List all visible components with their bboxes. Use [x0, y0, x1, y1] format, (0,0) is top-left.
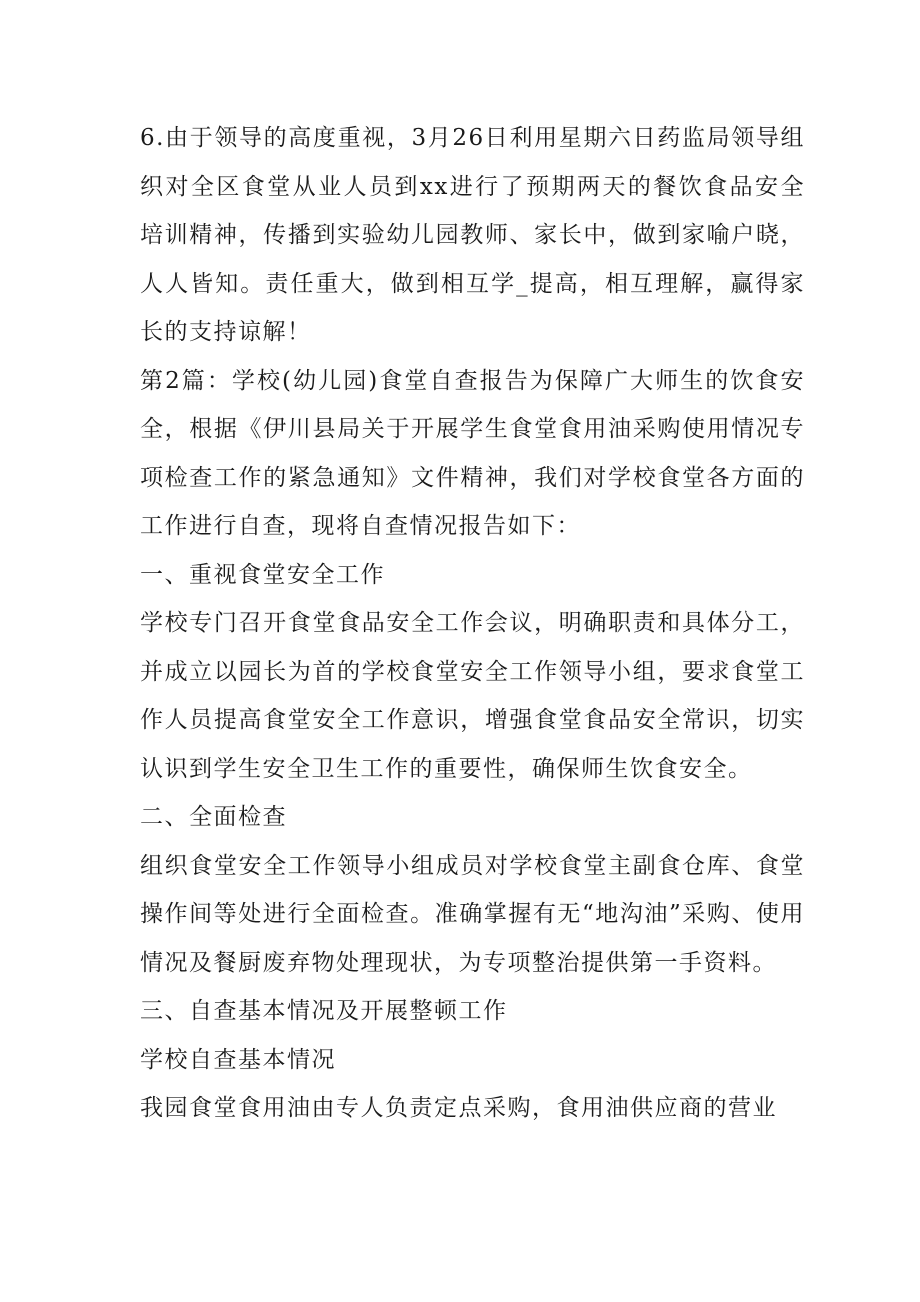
paragraph-training: 6.由于领导的高度重视，3月26日利用星期六日药监局领导组织对全区食堂从业人员到xx进行了预期两天的餐饮食品安全培训精神，传播到实验幼儿园教师、家长中，做到家喻户晓，人人皆知。责任重大，做到相互学_提高，相互理解，赢得家长的支持谅解！ [140, 125, 805, 345]
paragraph-oil-purchase: 我园食堂食用油由专人负责定点采购，食用油供应商的营业 [140, 1095, 777, 1121]
section-heading-2: 二、全面检查 [140, 804, 287, 830]
section-heading-3: 三、自查基本情况及开展整顿工作 [140, 998, 508, 1024]
paragraph-inspection: 组织食堂安全工作领导小组成员对学校食堂主副食仓库、食堂操作间等处进行全面检查。准确掌握有无“地沟油”采购、使用情况及餐厨废弃物处理现状，为专项整治提供第一手资料。 [140, 852, 805, 976]
paragraph-safety-meeting: 学校专门召开食堂食品安全工作会议，明确职责和具体分工，并成立以园长为首的学校食堂安全工作领导小组，要求食堂工作人员提高食堂安全工作意识，增强食堂食品安全常识，切实认识到学生安全卫生工作的重要性，确保师生饮食安全。 [140, 610, 805, 782]
document-body [140, 114, 805, 1133]
subsection-heading: 学校自查基本情况 [140, 1046, 336, 1073]
paragraph-report-intro: 第2篇：学校(幼儿园)食堂自查报告为保障广大师生的饮食安全，根据《伊川县局关于开展学生食堂食用油采购使用情况专项检查工作的紧急通知》文件精神，我们对学校食堂各方面的工作进行自查，现将自查情况报告如下： [140, 367, 805, 539]
section-heading-1: 一、重视食堂安全工作 [140, 561, 385, 588]
